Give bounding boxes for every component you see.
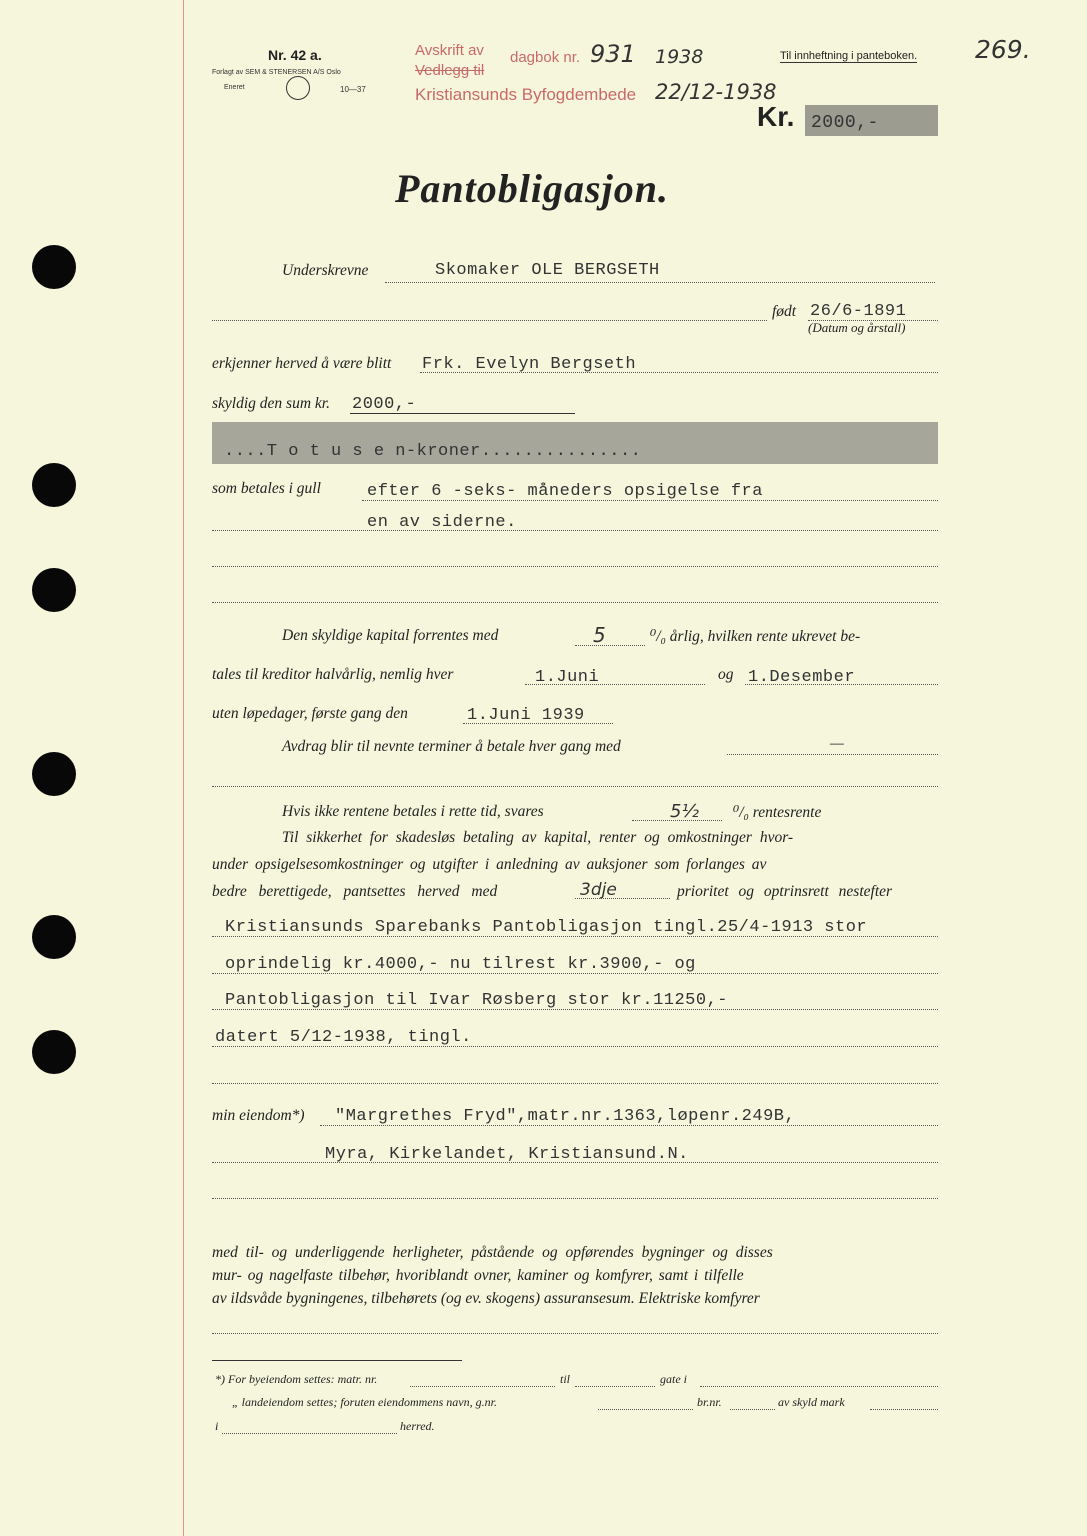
blank-dotline-2: [212, 602, 938, 603]
stamp-vedlegg: Vedlegg til: [415, 62, 485, 79]
footnote-line-1b: til: [560, 1372, 571, 1386]
dagbok-number: 931: [590, 40, 636, 68]
security-line-3b: prioritet og optrinsrett nestefter: [677, 883, 893, 900]
punch-hole: [32, 752, 76, 796]
interest-text-b: ⁰/₀ årlig, hvilken rente ukrevet be-: [650, 628, 861, 645]
dagbok-year: 1938: [655, 46, 704, 68]
footnote-line-1a: *) For byeiendom settes: matr. nr.: [215, 1372, 378, 1386]
date-1-dotline: [525, 684, 705, 685]
footnote-line-3b: herred.: [400, 1419, 435, 1433]
property-line-2: Myra, Kirkelandet, Kristiansund.N.: [325, 1145, 689, 1164]
footnote-line-2b: br.nr.: [697, 1395, 722, 1409]
footnote-dotline-4: [598, 1409, 693, 1410]
punch-hole: [32, 568, 76, 612]
sum-words: ....T o t u s e n-kroner...............: [224, 442, 642, 461]
kr-amount-box: [805, 105, 938, 136]
first-time-value: 1.Juni 1939: [467, 706, 585, 725]
date-2-dotline: [745, 684, 938, 685]
blank-dotline-4: [212, 1083, 938, 1084]
late-rate-dotline: [632, 820, 722, 821]
page-number: 269.: [975, 35, 1031, 64]
avdrag-text: Avdrag blir til nevnte terminer å betale hver gang med: [282, 738, 621, 755]
prior-dotline-1: [212, 936, 938, 937]
first-time-text: uten løpedager, første gang den: [212, 705, 408, 722]
publisher-logo-icon: [286, 76, 310, 100]
property-dotline-2: [212, 1162, 938, 1163]
punch-hole: [32, 1030, 76, 1074]
stamp-avskrift: Avskrift av: [415, 42, 484, 59]
interest-rate-dotline: [575, 645, 645, 646]
born-value: 26/6-1891: [810, 302, 907, 321]
undersigned-dotline: [385, 282, 935, 283]
prior-line-4: datert 5/12-1938, tingl.: [215, 1028, 472, 1047]
creditor-label: erkjenner herved å være blitt: [212, 355, 392, 372]
punch-hole: [32, 245, 76, 289]
avdrag-value: —: [830, 735, 844, 752]
sum-underline: [350, 413, 575, 414]
punch-hole: [32, 915, 76, 959]
footnote-line-1c: gate i: [660, 1372, 687, 1386]
footnote-dotline-7: [222, 1433, 397, 1434]
footnote-line-3a: i: [215, 1419, 219, 1433]
interest-rate: 5: [593, 623, 606, 647]
prior-dotline-2: [212, 973, 938, 974]
closing-line-2: mur- og nagelfaste tilbehør, hvoriblandt ovner, kaminer og komfyrer, samt i tilfelle: [212, 1267, 744, 1284]
footnote-line-2a: „ landeiendom settes; foruten eiendommens navn, g.nr.: [232, 1395, 497, 1409]
sum-words-box: [212, 422, 938, 464]
edition-label: 10—37: [340, 85, 366, 94]
prior-dotline-4: [212, 1046, 938, 1047]
undersigned-value: Skomaker OLE BERGSETH: [435, 261, 660, 280]
closing-dotline: [212, 1333, 938, 1334]
prior-line-3: Pantobligasjon til Ivar Røsberg stor kr.11250,-: [225, 991, 728, 1010]
prior-line-1: Kristiansunds Sparebanks Pantobligasjon tingl.25/4-1913 stor: [225, 918, 868, 937]
publisher-line: Forlagt av SEM & STENERSEN A/S Oslo: [212, 69, 341, 76]
security-line-1: Til sikkerhet for skadesløs betaling av kapital, renter og omkostninger hvor-: [282, 829, 794, 846]
born-dotline-left: [212, 320, 767, 321]
footnote-dotline-6: [870, 1409, 938, 1410]
sum-label: skyldig den sum kr.: [212, 395, 330, 412]
payment-value-1: efter 6 -seks- måneders opsigelse fra: [367, 482, 763, 501]
footnote-dotline-3: [700, 1386, 938, 1387]
payment-label: som betales i gull: [212, 480, 321, 497]
prior-line-2: oprindelig kr.4000,- nu tilrest kr.3900,- og: [225, 955, 696, 974]
form-number: Nr. 42 a.: [268, 47, 322, 63]
kr-amount: 2000,-: [811, 113, 879, 133]
undersigned-label: Underskrevne: [282, 262, 369, 279]
kreditor-text: tales til kreditor halvårlig, nemlig hver: [212, 666, 454, 683]
late-text-b: ⁰/₀ rentesrente: [733, 804, 822, 821]
footnote-dotline-1: [410, 1386, 555, 1387]
avdrag-dotline: [727, 754, 938, 755]
footnote-rule: [212, 1360, 462, 1361]
margin-rule: [183, 0, 184, 1536]
interest-text-a: Den skyldige kapital forrentes med: [282, 627, 499, 644]
security-priority: 3dje: [580, 880, 617, 900]
enerett-label: Eneret: [224, 84, 245, 91]
og-label: og: [718, 666, 734, 683]
footnote-dotline-5: [730, 1409, 775, 1410]
payment-dotline-2: [212, 530, 938, 531]
stamp-office: Kristiansunds Byfogdembede: [415, 85, 637, 104]
born-note: (Datum og årstall): [808, 320, 906, 335]
punch-hole: [32, 463, 76, 507]
property-line-1: "Margrethes Fryd",matr.nr.1363,løpenr.249B,: [335, 1107, 796, 1126]
closing-line-1: med til- og underliggende herligheter, påstående og opførendes bygninger og disses: [212, 1244, 773, 1261]
document-title: Pantobligasjon.: [395, 166, 669, 211]
late-text: Hvis ikke rentene betales i rette tid, svares: [282, 803, 544, 820]
footnote-dotline-2: [575, 1386, 655, 1387]
payment-dotline-1: [362, 500, 938, 501]
date-1: 1.Juni: [535, 668, 600, 687]
born-label: født: [772, 303, 797, 320]
security-line-2: under opsigelsesomkostninger og utgifter i anledning av auksjoner som forlanges av: [212, 856, 767, 873]
priority-dotline: [575, 898, 670, 899]
creditor-value: Frk. Evelyn Bergseth: [422, 355, 637, 374]
closing-line-3: av ildsvåde bygningenes, tilbehørets (og ev. skogens) assuransesum. Elektriske komfyrer: [212, 1290, 760, 1307]
sum-value: 2000,-: [352, 395, 417, 414]
blank-dotline-3: [212, 786, 938, 787]
payment-value-2: en av siderne.: [367, 513, 517, 532]
property-label: min eiendom*): [212, 1107, 305, 1124]
blank-dotline-1: [212, 566, 938, 567]
kr-label: Kr.: [757, 101, 795, 132]
prior-dotline-3: [212, 1009, 938, 1010]
top-right-note: Til innheftning i panteboken.: [780, 50, 918, 62]
creditor-dotline: [420, 372, 938, 373]
late-rate: 5½: [670, 801, 699, 822]
security-line-3a: bedre berettigede, pantsettes herved med: [212, 883, 498, 900]
blank-dotline-5: [212, 1198, 938, 1199]
first-time-dotline: [463, 723, 613, 724]
handwritten-date: 22/12-1938: [655, 80, 777, 104]
property-dotline-1: [320, 1125, 938, 1126]
footnote-line-2c: av skyld mark: [778, 1395, 845, 1409]
stamp-dagbok: dagbok nr.: [510, 49, 581, 66]
date-2: 1.Desember: [748, 668, 856, 687]
